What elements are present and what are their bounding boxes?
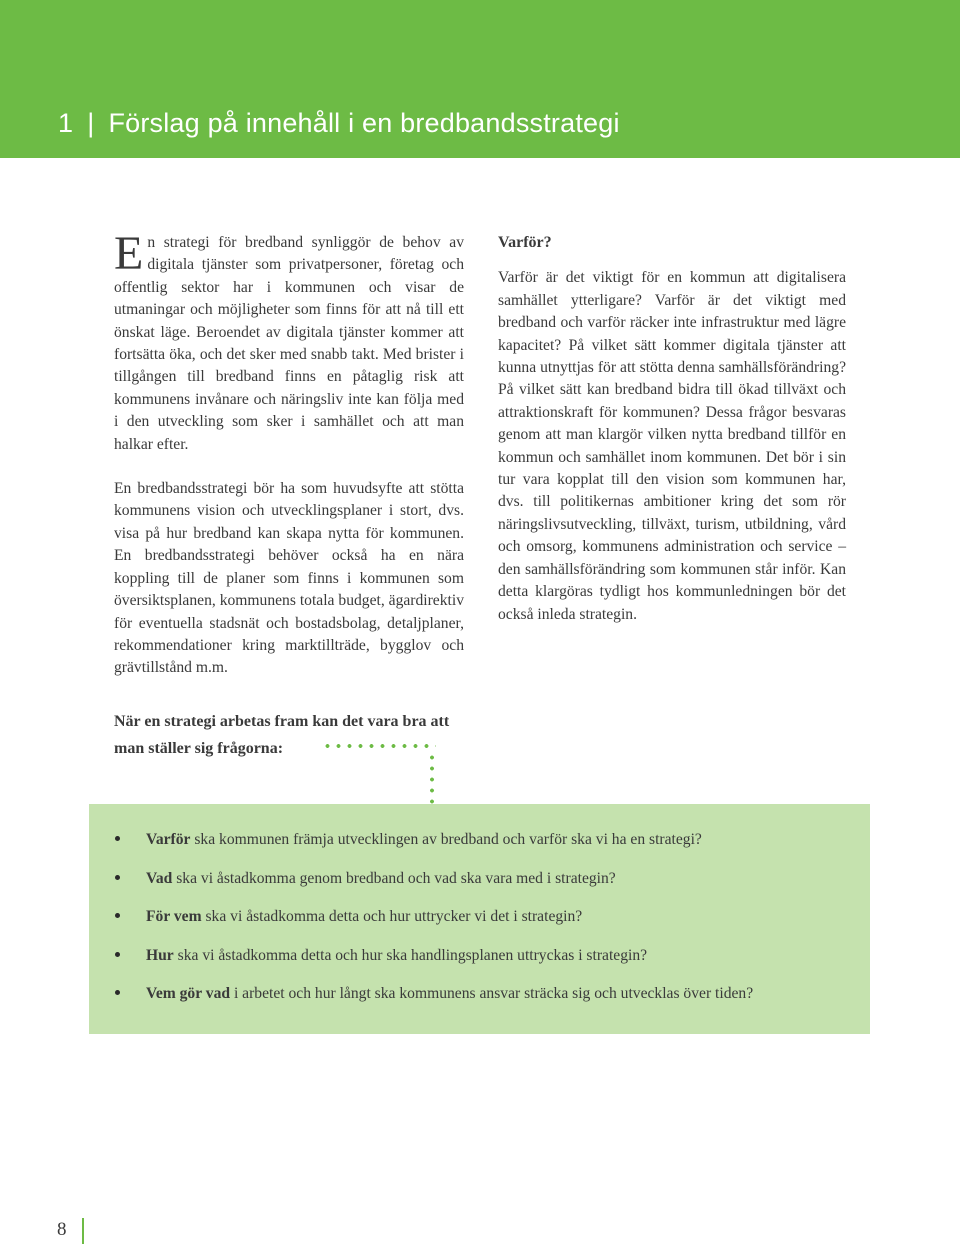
question-lead: När en strategi arbetas fram kan det vara bra att man ställer sig frågorna: (114, 713, 450, 757)
question-keyword: Hur (146, 946, 174, 964)
drop-cap: E (114, 227, 144, 280)
intro-paragraph-1 (114, 227, 464, 456)
question-keyword: Varför (146, 831, 191, 848)
intro-paragraph-1-text: n strategi för bredband synliggör de behov av digitala tjänster som privatpersoner, företag och offentlig sektor har i kommunen och visar de utmaningar och möjligheter som finns för att nå till ett önskat läge. Beroendet av digitala tjänster kommer att fortsätta öka, och det sker med snabb takt. Med brister i tillgången till bredband finns en påtaglig risk att kommunens invånare och näringsliv inte kan följa med i den utveckling som sker i samhället och att man halkar efter. (114, 234, 464, 453)
bullet-icon (115, 875, 120, 880)
question-text: ska kommunen främja utvecklingen av bredband och varför ska vi ha en strategi? (190, 831, 702, 848)
chapter-title: Förslag på innehåll i en bredbandsstrategi (108, 108, 620, 138)
page-number-rule (82, 1218, 84, 1244)
why-paragraph: Varför är det viktigt för en kommun att digitalisera samhället ytterligare? Varför är det viktigt med bredband och varför räcker inte infrastruktur med lägre kapacitet? På vilket sätt kommer digitala tjänster att kunna utnyttjas för att stötta denna samhällsförändring? På vilket sätt kan bredband bidra till ökad tillväxt och attraktionskraft för kommunen? Dessa frågor besvaras genom att man klargör vilken nytta bredband tillför en kommun och samhället inom kommunen. Det bör i sin tur vara kopplat till den vision som kommunen har, dvs. till politikernas ambitioner kring det som rör näringslivsutveckling, tillväxt, turism, utbildning, vård och omsorg, kommunens administration och service – den samhällsförändring som kommunen står inför. Kan detta klargöras tydligt hos kommunledningen bör det också inleda strategin. (498, 269, 846, 623)
bullet-icon (115, 913, 120, 918)
question-text: ska vi åstadkomma detta och hur ska handlingsplanen uttryckas i strategin? (173, 946, 648, 964)
dotted-connector-horizontal (322, 744, 436, 748)
bullet-icon (115, 990, 120, 995)
question-text: ska vi åstadkomma genom bredband och vad ska vara med i strategin? (172, 869, 616, 887)
page-title (58, 108, 620, 139)
question-item (89, 906, 870, 945)
chapter-number: 1 (58, 108, 74, 138)
page-number: 8 (57, 1219, 67, 1240)
question-keyword: För vem (146, 908, 202, 925)
question-item (89, 983, 870, 1022)
question-keyword: Vad (146, 869, 173, 887)
why-column (498, 232, 846, 626)
questions-box (89, 804, 870, 1034)
title-separator: | (87, 108, 95, 138)
bullet-icon (115, 836, 120, 841)
intro-paragraph-2: En bredbandsstrategi bör ha som huvudsyfte att stötta kommunens vision och utvecklingsplaner i stort, dvs. visa på hur bredband kan skapa nytta för kommunen. En bredbandsstrategi behöver också ha en nära koppling till de planer som finns i kommunen som översiktsplanen, kommunens totala budget, ägardirektiv för eventuella stadsnät och bostadsbolag, detaljplaner, rekommendationer kring marktillträde, bygglov och grävtillstånd m.m. (114, 480, 464, 677)
dotted-connector-vertical (430, 752, 434, 804)
question-text: ska vi åstadkomma detta och hur uttrycker vi det i strategin? (201, 908, 583, 925)
question-keyword: Vem gör vad (146, 985, 231, 1002)
question-text: i arbetet och hur långt ska kommunens ansvar sträcka sig och utvecklas över tiden? (230, 985, 754, 1002)
question-item (89, 829, 870, 868)
question-item (89, 868, 870, 907)
why-heading: Varför? (498, 234, 552, 251)
question-item (89, 945, 870, 984)
bullet-icon (115, 952, 120, 957)
intro-column (114, 227, 464, 680)
questions-list (89, 829, 870, 1022)
